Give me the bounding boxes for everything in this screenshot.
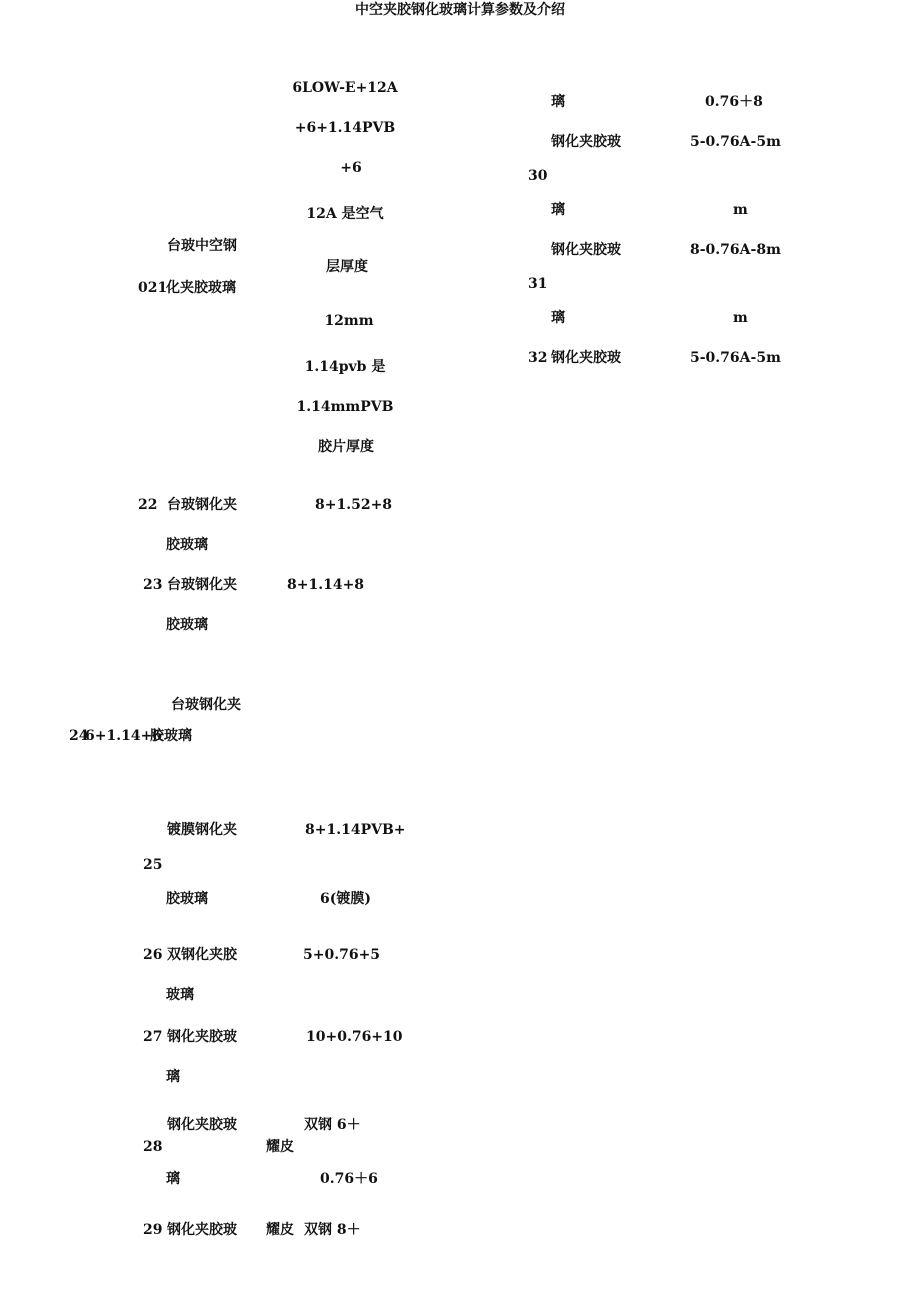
row-name-line2: 璃 [166,1171,180,1187]
row-name-line1: 钢化夹胶玻 [551,134,621,150]
row-name-line1: 双钢化夹胶 [167,947,237,963]
spec-line: 胶片厚度 [318,439,374,455]
page-title: 中空夹胶钢化玻璃计算参数及介绍 [355,2,565,18]
row-name-line1: 台玻钢化夹 [167,577,237,593]
spec-line: 层厚度 [326,259,368,275]
row-number: 26 [143,947,163,963]
row-name-line1: 台玻钢化夹 [171,697,241,713]
row-number: 30 [528,168,548,184]
spec-line: 双钢 6＋ [304,1117,361,1133]
spec-value: 双钢 8＋ [304,1222,361,1238]
spec-line: 1.14pvb 是 [304,359,386,375]
row-number: 25 [143,857,163,873]
spec-line: +6 [340,160,362,176]
row-name-line2: 璃 [551,310,565,326]
spec-line: m [733,202,748,218]
row-number: 31 [528,276,548,292]
row-name-line2: 胶玻璃 [166,891,208,907]
row-name-line2: 胶玻璃 [166,537,208,553]
row-name-line2: 璃 [166,1069,180,1085]
row-name-line2: 胶玻璃 [150,728,192,744]
row-name: 钢化夹胶玻 [167,1222,237,1238]
spec-line: 5-0.76A-5m [690,134,781,150]
spec-value: 5-0.76A-5m [690,350,781,366]
spec-value: 5+0.76+5 [303,947,381,963]
spec-value: 8+1.52+8 [315,497,393,513]
row-number: 32 [528,350,548,366]
spec-value: 6+1.14+6 [85,728,163,744]
row-name-line2: 玻璃 [166,987,194,1003]
row-name-line1: 镀膜钢化夹 [167,822,237,838]
brand-label: 耀皮 [266,1222,294,1238]
row-name-line2: 化夹胶玻璃 [166,280,236,296]
spec-value: 10+0.76+10 [306,1029,403,1045]
spec-value: 0.76＋8 [705,94,763,110]
row-name-line2: 璃 [551,202,565,218]
row-number: 27 [143,1029,163,1045]
spec-line: +6+1.14PVB [294,120,396,136]
row-name: 璃 [551,94,565,110]
spec-line: m [733,310,748,326]
row-number: 23 [143,577,163,593]
row-number: 24 [69,728,89,744]
row-number: 22 [138,497,158,513]
spec-line: 0.76＋6 [320,1171,378,1187]
row-name: 钢化夹胶玻 [551,350,621,366]
row-number: 29 [143,1222,163,1238]
row-name-line1: 钢化夹胶玻 [167,1029,237,1045]
row-number: 28 [143,1139,163,1155]
row-name-line1: 钢化夹胶玻 [167,1117,237,1133]
spec-line: 1.14mmPVB [296,399,394,415]
spec-line: 8+1.14PVB+ [305,822,406,838]
spec-line: 12A 是空气 [306,206,384,222]
row-name-line1: 台玻钢化夹 [167,497,237,513]
spec-line: 6(镀膜) [320,891,371,907]
row-name-line1: 台玻中空钢 [167,238,237,254]
row-name-line2: 胶玻璃 [166,617,208,633]
row-number: 021 [138,280,168,296]
spec-value: 8+1.14+8 [287,577,365,593]
spec-line: 8-0.76A-8m [690,242,781,258]
brand-label: 耀皮 [266,1139,294,1155]
spec-line: 6LOW-E+12A [292,80,398,96]
row-name-line1: 钢化夹胶玻 [551,242,621,258]
spec-line: 12mm [324,313,374,329]
